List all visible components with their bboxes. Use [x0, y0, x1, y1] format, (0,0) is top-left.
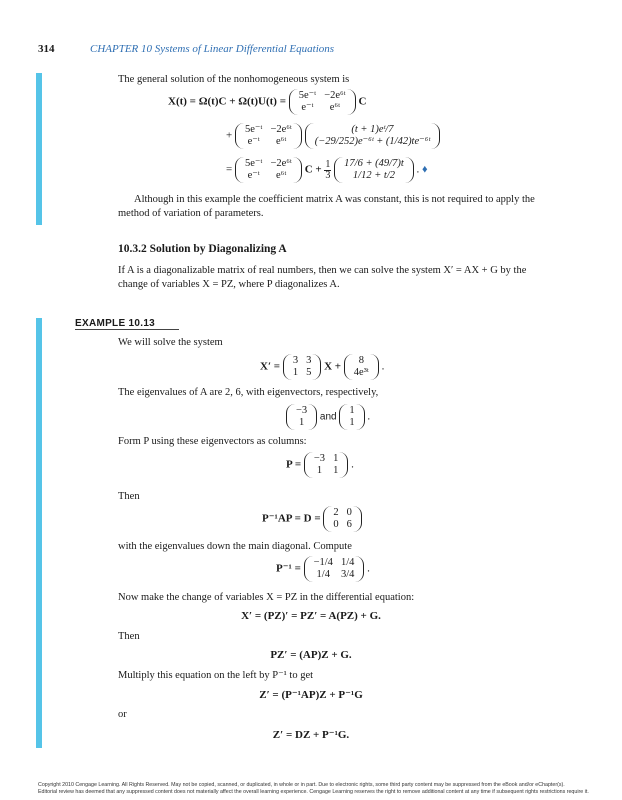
vector-cell: 1 — [349, 417, 355, 428]
omega-cell: −2e⁶ᵗ — [324, 90, 346, 101]
example-label-rule — [75, 329, 179, 330]
omega-cell: e⁻ᵗ — [301, 102, 314, 113]
accent-bar-top — [36, 73, 42, 225]
eigen-end: . — [367, 410, 371, 423]
system-equation — [260, 354, 384, 380]
matrix-cell: 1/4 — [340, 557, 355, 568]
omega-cell: −2e⁶ᵗ — [270, 158, 292, 169]
eq1-lhs: X(t) = Ω(t)C + Ω(t)U(t) = — [168, 95, 286, 108]
equation-then: PZ′ = (AP)Z + G. — [270, 649, 352, 661]
eq3-suffix: . — [416, 163, 420, 176]
omega-cell: −2e⁶ᵗ — [270, 124, 292, 135]
fraction-denominator: 3 — [325, 169, 331, 181]
matrix-cell: 3 — [306, 355, 312, 366]
chapter-title: CHAPTER 10 Systems of Linear Differential Equations — [90, 43, 335, 55]
vector-cell: 8 — [358, 355, 364, 366]
equation-multiply: Z′ = (P⁻¹AP)Z + P⁻¹G — [259, 689, 363, 701]
accent-bar-example — [36, 318, 42, 748]
omega-cell: e⁻ᵗ — [247, 136, 260, 147]
vector-cell: 1 — [298, 417, 305, 428]
omega-cell: 5e⁻ᵗ — [298, 90, 317, 101]
section-heading: 10.3.2 Solution by Diagonalizing A — [118, 243, 287, 255]
P-lhs: P = — [286, 458, 302, 471]
u-vector — [305, 123, 440, 149]
section-paragraph: If A is a diagonalizable matrix of real numbers, then we can solve the system X′ = AX + G by the change of variables X = PZ, where P diagonalizes A. — [118, 265, 527, 290]
equation-particular-term — [226, 123, 440, 149]
matrix-cell: 1 — [316, 465, 323, 476]
example-line-7: Then — [118, 631, 140, 642]
example-line-2: The eigenvalues of A are 2, 6, with eigenvectors, respectively, — [118, 387, 379, 398]
final-vector — [334, 157, 414, 183]
matrix-cell: 1 — [292, 367, 299, 378]
matrix-cell: 2 — [333, 507, 339, 518]
Pinv-lhs: P⁻¹ = — [276, 562, 301, 575]
remark-paragraph: Although in this example the coefficient matrix A was constant, this is not required to apply the method of variation of parameters. — [118, 194, 535, 219]
eq3-prefix: = — [226, 163, 233, 176]
D-equation — [262, 506, 362, 532]
eigenvector-2 — [339, 404, 364, 430]
example-line-3: Form P using these eigenvectors as columns: — [118, 436, 307, 447]
example-line-1: We will solve the system — [118, 337, 223, 348]
end-of-example-diamond-icon: ♦ — [422, 163, 428, 176]
fraction-one-third — [324, 160, 331, 181]
page-number: 314 — [38, 43, 55, 55]
Pinv-end: . — [367, 562, 370, 575]
matrix-D — [323, 506, 362, 532]
sys-end: . — [381, 360, 385, 373]
eq3-mid: C + — [304, 163, 322, 176]
u-cell: (−29/252)e⁻⁶ᵗ + (1/42)te⁻⁶ᵗ — [314, 136, 431, 147]
copyright-footer — [38, 782, 598, 796]
equation-final-form — [226, 157, 428, 183]
P-equation — [286, 452, 354, 478]
example-line-6: Now make the change of variables X = PZ in the differential equation: — [118, 592, 415, 603]
equation-final: Z′ = DZ + P⁻¹G. — [272, 729, 350, 741]
omega-matrix — [289, 89, 356, 115]
matrix-cell: −3 — [313, 453, 326, 464]
matrix-cell: −1/4 — [313, 557, 333, 568]
matrix-cell: 3/4 — [340, 569, 355, 580]
omega-matrix-3 — [235, 157, 302, 183]
eq2-prefix: + — [226, 129, 233, 142]
fraction-numerator: 1 — [325, 158, 331, 170]
example-line-8: Multiply this equation on the left by P⁻¹ to get — [118, 670, 314, 681]
matrix-cell: 5 — [306, 367, 312, 378]
matrix-cell: 0 — [333, 519, 339, 530]
eq1-suffix: C — [358, 95, 367, 108]
P-inverse-equation — [276, 556, 370, 582]
matrix-cell: 3 — [292, 355, 299, 366]
matrix-cell: 1 — [333, 453, 339, 464]
omega-cell: 5e⁻ᵗ — [244, 158, 263, 169]
vector-cell: 1 — [349, 405, 355, 416]
omega-matrix-2 — [235, 123, 302, 149]
intro-text: The general solution of the nonhomogeneous system is — [118, 74, 350, 85]
sys-mid: X + — [324, 360, 342, 373]
omega-cell: e⁻ᵗ — [247, 170, 260, 181]
example-label: EXAMPLE 10.13 — [75, 318, 156, 329]
example-line-4: Then — [118, 491, 140, 502]
matrix-A — [283, 354, 322, 380]
D-lhs: P⁻¹AP = D = — [262, 512, 321, 525]
equation-change-of-variables: X′ = (PZ)′ = PZ′ = A(PZ) + G. — [241, 610, 381, 622]
final-cell: 17/6 + (49/7)t — [344, 158, 404, 169]
u-cell: (t + 1)eᵗ/7 — [351, 124, 394, 135]
matrix-cell: 6 — [346, 519, 352, 530]
omega-cell: e⁶ᵗ — [329, 102, 341, 113]
example-line-5: with the eigenvalues down the main diagonal. Compute — [118, 541, 352, 552]
matrix-cell: 1/4 — [316, 569, 330, 580]
footer-line-2: Editorial review has deemed that any suppressed content does not materially affect the overall learning experience. Cengage Learning reserves the right to remove additional content at any time if subsequent rights restrictions require it. — [38, 789, 589, 795]
omega-cell: e⁶ᵗ — [276, 136, 287, 147]
matrix-P — [304, 452, 348, 478]
final-cell: 1/12 + t/2 — [352, 170, 396, 181]
matrix-cell: 1 — [333, 465, 339, 476]
matrix-cell: 0 — [346, 507, 352, 518]
sys-lhs: X′ = — [260, 360, 281, 373]
vector-cell: 4e³ᵗ — [353, 367, 369, 378]
omega-cell: e⁶ᵗ — [276, 170, 287, 181]
omega-cell: 5e⁻ᵗ — [244, 124, 263, 135]
vector-G — [344, 354, 379, 380]
equation-general-solution — [168, 89, 366, 115]
matrix-P-inverse — [304, 556, 365, 582]
example-line-9: or — [118, 709, 127, 720]
eigen-and: and — [319, 411, 337, 423]
eigenvectors — [286, 404, 370, 430]
eigenvector-1 — [286, 404, 317, 430]
P-end: . — [351, 458, 354, 471]
vector-cell: −3 — [296, 405, 308, 416]
footer-line-1: Copyright 2010 Cengage Learning. All Rights Reserved. May not be copied, scanned, or duplicated, in whole or in part. Due to electronic rights, some third party content may be suppressed from the eBook and/or eChapter(s). — [38, 782, 565, 788]
